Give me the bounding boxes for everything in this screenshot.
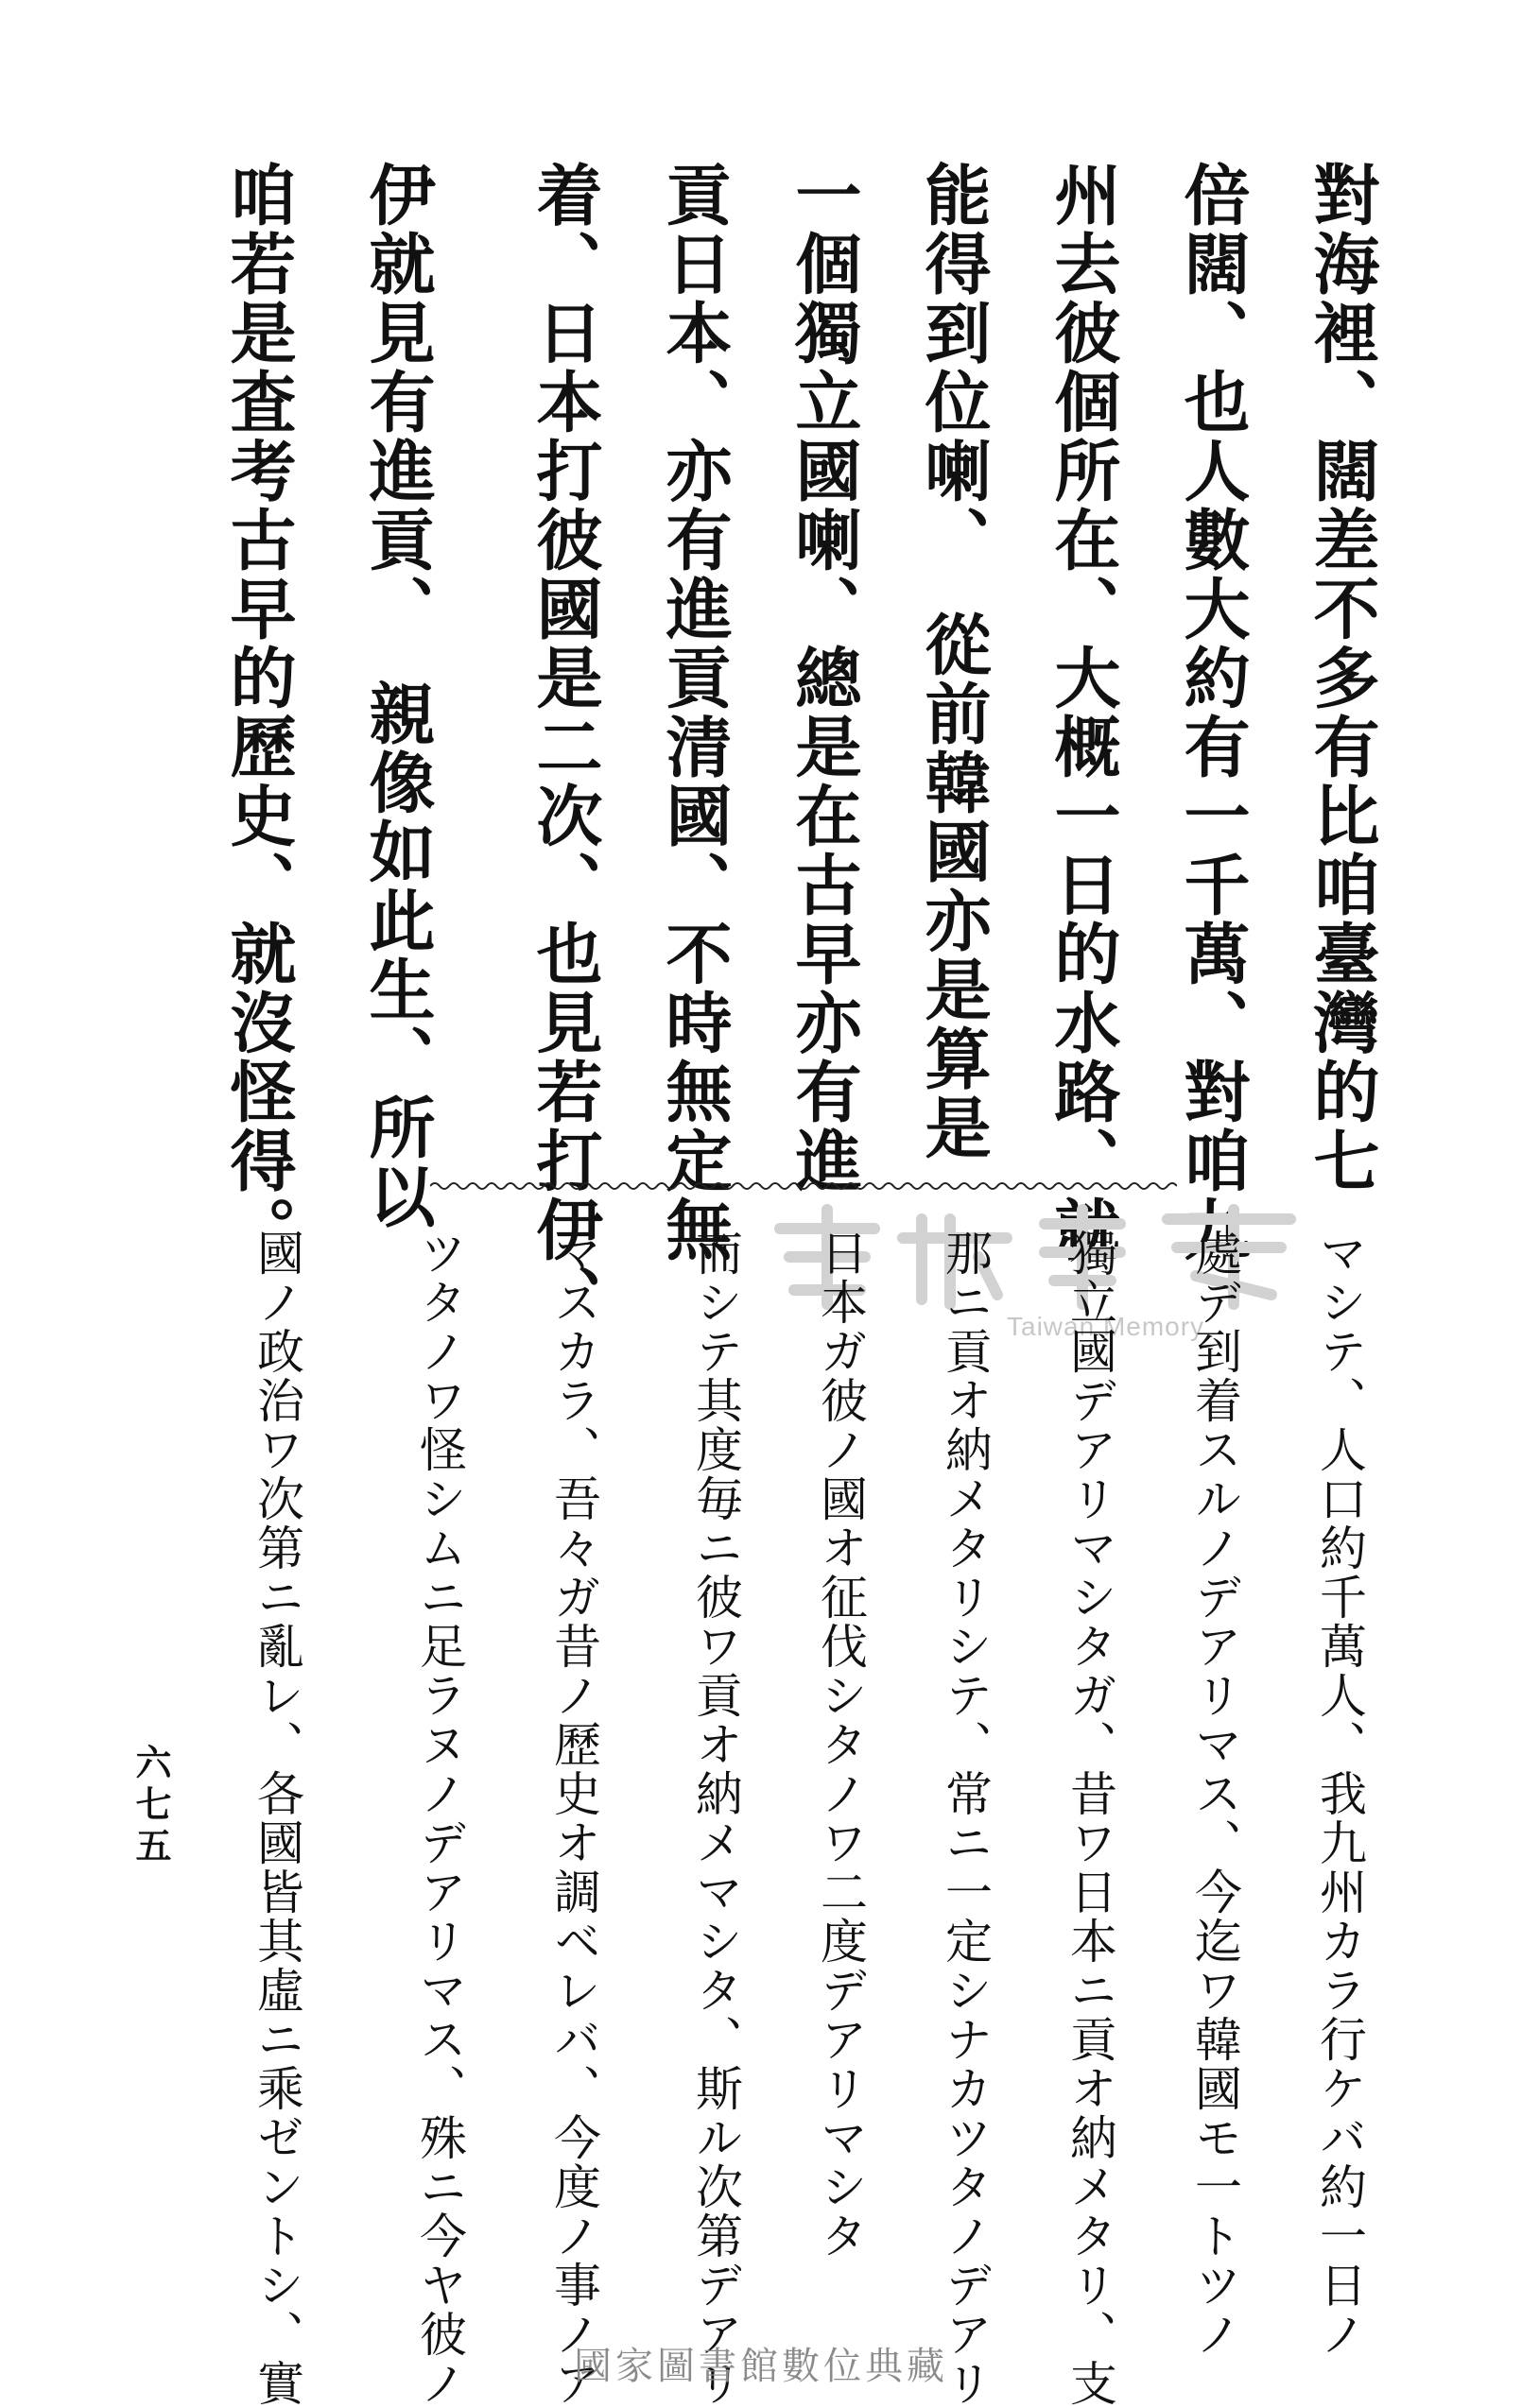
upper-column-9: 咱若是査考古早的歷史、就沒怪得。 (219, 161, 298, 1264)
page-number: 六七五 (130, 1744, 172, 1868)
lower-column-7: マスカラ、吾々ガ昔ノ歷史オ調ベレバ、今度ノ事ノア (546, 1229, 601, 2408)
footer-credit: 國家圖書館數位典藏 (574, 2345, 948, 2388)
upper-column-1: 對海裡、闊差不多有比咱臺灣的七 (1303, 161, 1381, 1195)
upper-column-2: 倍闊、也人數大約有一千萬、對咱九 (1173, 161, 1252, 1264)
lower-column-2: 處デ到着スルノデアリマス、今迄ワ韓國モ一トツノ (1187, 1229, 1242, 2359)
lower-column-8: ツタノワ怪シムニ足ラヌノデアリマス、殊ニ今ヤ彼ノ (412, 1229, 467, 2408)
wavy-divider (430, 1179, 1177, 1193)
upper-column-7: 着、日本打彼國是二次、也見若打伊、 (526, 161, 604, 1333)
lower-column-4: 那ニ貢オ納メタリシテ、常ニ一定シナカツタノデアリ (938, 1229, 993, 2408)
lower-column-5: 日本ガ彼ノ國オ征伐シタノワ二度デアリマシタ (813, 1229, 868, 2261)
watermark-subtitle: Taiwan Memory (1007, 1312, 1205, 1341)
upper-column-3: 州去彼個所在、大概一日的水路、就 (1044, 161, 1122, 1264)
lower-column-6: 而シテ其度毎ニ彼ワ貢オ納メマシタ、斯ル次第デアリ (688, 1229, 743, 2408)
upper-column-8: 伊就見有進貢、 親像如此生、所以 (358, 161, 437, 1231)
upper-column-4: 能得到位喇、 從前韓國亦是算是 (914, 161, 993, 1162)
lower-column-1: マシテ、人口約千萬人、我九州カラ行ケバ約一日ノ (1312, 1229, 1367, 2359)
upper-column-6: 貢日本、亦有進貢清國、不時無定無 (655, 161, 734, 1264)
lower-column-9: 國ノ政治ワ次第ニ亂レ、各國皆其虛ニ乘ゼントシ、實 (250, 1229, 304, 2408)
lower-column-3: 獨立國デアリマシタガ、昔ワ日本ニ貢オ納メタリ、支 (1063, 1229, 1117, 2408)
upper-column-5: 一個獨立國喇、總是在古早亦有進 (785, 161, 863, 1195)
